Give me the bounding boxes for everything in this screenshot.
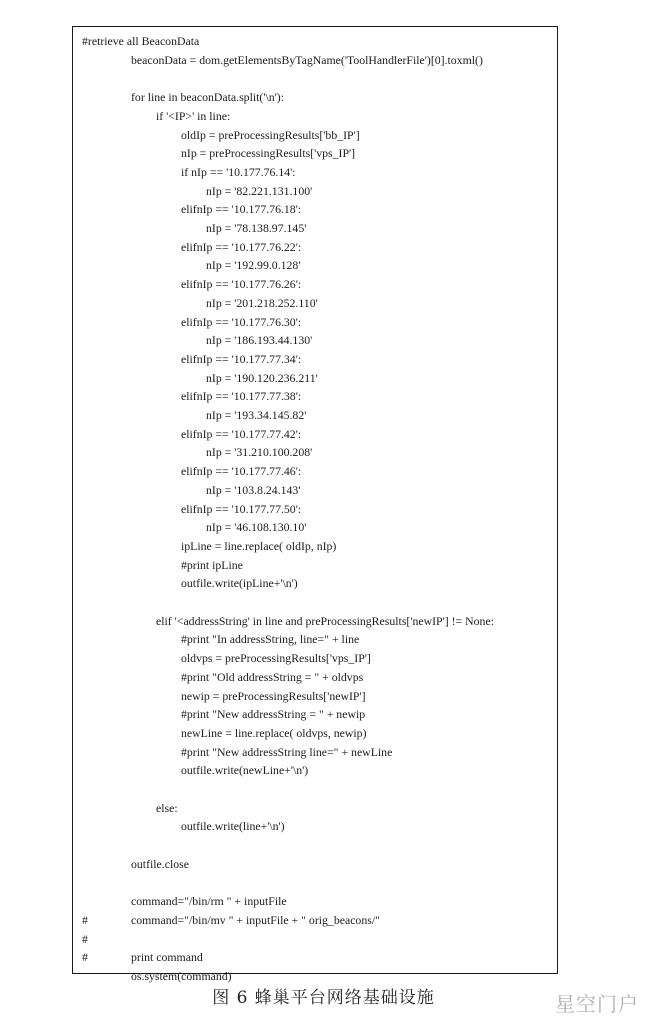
code-line: #print "In addressString, line=" + line — [181, 632, 360, 647]
code-line: command="/bin/mv " + inputFile + " orig_beacons/" — [131, 912, 380, 927]
code-line: beaconData = dom.getElementsByTagName('ToolHandlerFile')[0].toxml() — [131, 52, 483, 67]
code-line: #print "Old addressString = " + oldvps — [181, 669, 364, 684]
code-line: if '<IP>' in line: — [156, 108, 231, 123]
code-line: elifnIp == '10.177.77.42': — [181, 426, 302, 441]
code-line: #print ipLine — [181, 557, 243, 572]
code-line: nIp = '78.138.97.145' — [206, 221, 307, 235]
comment-marker: # — [82, 912, 88, 927]
code-line: for line in beaconData.split('\n'): — [131, 90, 284, 105]
code-line: command="/bin/rm " + inputFile — [131, 894, 287, 909]
code-line: elifnIp == '10.177.77.34': — [181, 351, 302, 366]
code-line: nIp = '46.108.130.10' — [206, 520, 307, 535]
code-line: oldvps = preProcessingResults['vps_IP'] — [181, 651, 371, 666]
code-line: nIp = '82.221.131.100' — [206, 183, 313, 198]
code-line: nIp = '190.120.236.211' — [206, 370, 318, 385]
code-line: elifnIp == '10.177.76.30': — [181, 314, 302, 329]
comment-marker: # — [82, 950, 88, 965]
code-line: nIp = '103.8.24.143' — [206, 482, 301, 497]
code-line: nIp = preProcessingResults['vps_IP'] — [181, 146, 356, 161]
code-line: elifnIp == '10.177.76.22': — [181, 239, 302, 254]
code-line: ipLine = line.replace( oldIp, nIp) — [181, 538, 337, 553]
code-line: newLine = line.replace( oldvps, newip) — [181, 725, 367, 740]
code-line: elifnIp == '10.177.77.46': — [181, 464, 302, 479]
figure-caption: 图 6 蜂巢平台网络基础设施 — [212, 988, 435, 1008]
code-line: oldIp = preProcessingResults['bb_IP'] — [181, 127, 360, 142]
code-line: nIp = '193.34.145.82' — [206, 408, 307, 422]
code-line: print command — [131, 950, 203, 965]
code-line: #print "New addressString line=" + newLine — [181, 744, 393, 759]
code-line: newip = preProcessingResults['newIP'] — [181, 688, 366, 703]
code-line: #print "New addressString = " + newip — [181, 707, 366, 722]
code-listing-frame — [72, 26, 558, 983]
code-line: else: — [156, 800, 178, 815]
code-line: nIp = '186.193.44.130' — [206, 333, 313, 348]
code-line: elifnIp == '10.177.77.50': — [181, 501, 302, 516]
code-line: nIp = '201.218.252.110' — [206, 295, 318, 310]
code-line: elifnIp == '10.177.76.18': — [181, 202, 302, 217]
comment-marker: # — [82, 931, 88, 946]
code-line: #retrieve all BeaconData — [82, 34, 200, 48]
code-line: elifnIp == '10.177.77.38': — [181, 389, 302, 404]
code-line: elifnIp == '10.177.76.26': — [181, 277, 302, 292]
code-line: elif '<addressString' in line and preProcessingResults['newIP'] != None: — [156, 613, 494, 628]
watermark: 星空门户 — [555, 992, 639, 1016]
code-line: outfile.write(ipLine+'\n') — [181, 576, 298, 591]
code-line: if nIp == '10.177.76.14': — [181, 164, 296, 179]
code-line: os.system(command) — [131, 969, 232, 983]
code-line: nIp = '31.210.100.208' — [206, 445, 313, 460]
code-line: outfile.close — [131, 856, 189, 871]
code-line: nIp = '192.99.0.128' — [206, 258, 301, 273]
code-line: outfile.write(newLine+'\n') — [181, 763, 309, 778]
code-line: outfile.write(line+'\n') — [181, 819, 285, 834]
